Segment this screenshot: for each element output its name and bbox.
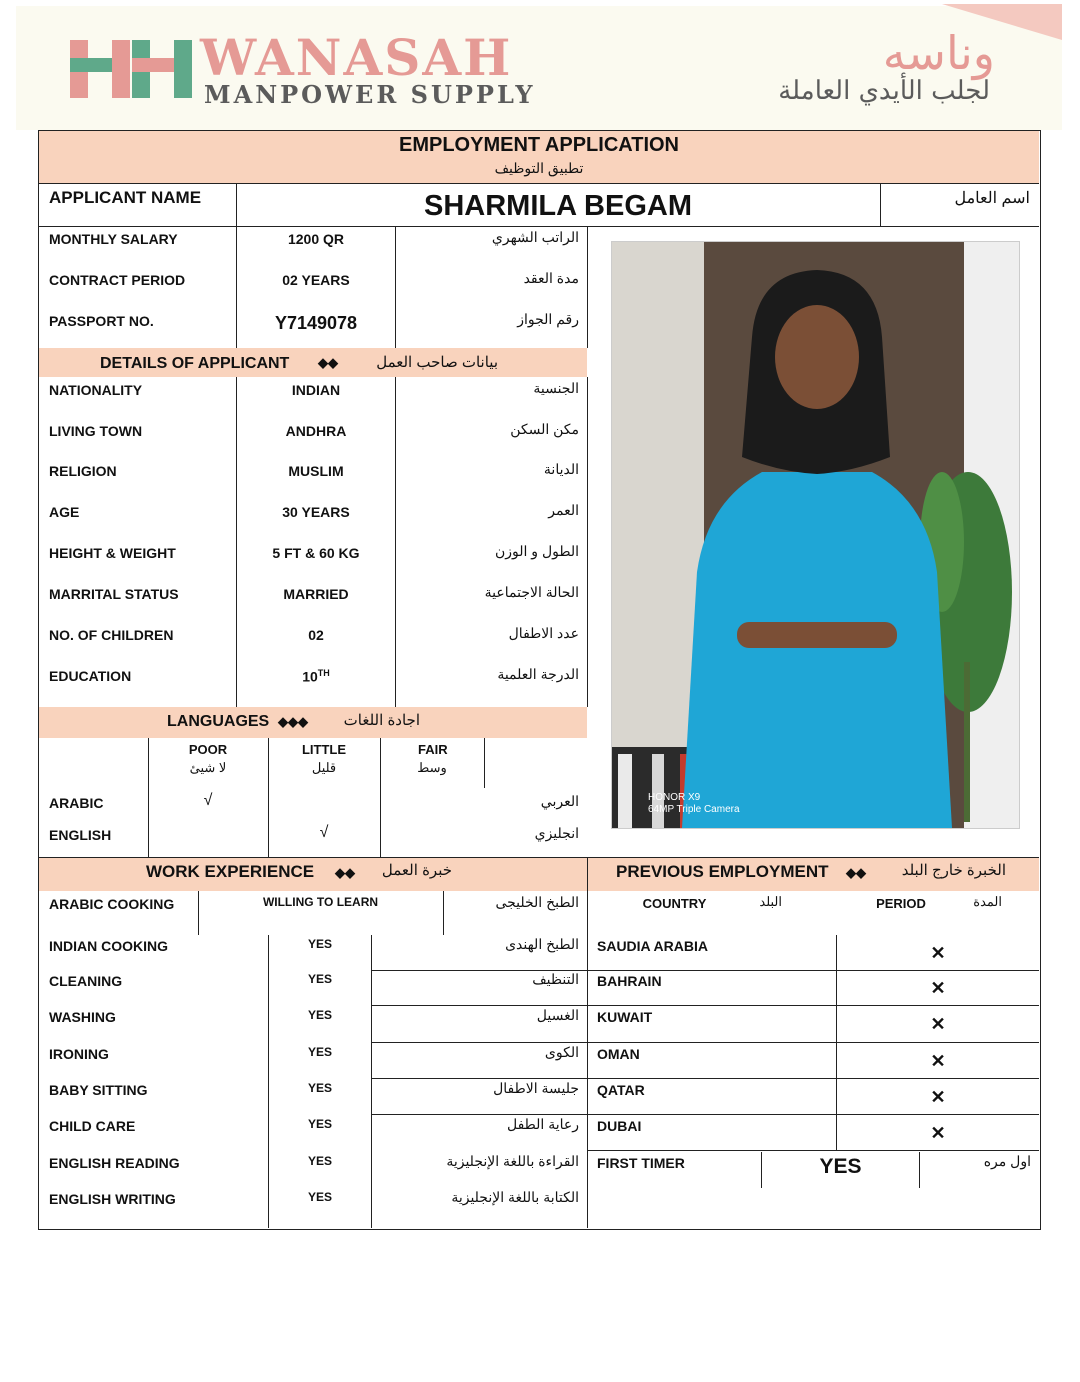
baby-sitting-value: YES xyxy=(307,1081,332,1095)
level-fair: FAIR xyxy=(418,742,448,757)
period-column-header: PERIOD xyxy=(876,896,926,911)
education-label-arabic: الدرجة العلمية xyxy=(497,666,579,682)
monthly-salary-label-arabic: الراتب الشهري xyxy=(491,229,579,245)
languages-header-arabic: اجادة اللغات xyxy=(343,712,420,729)
children-value: 02 xyxy=(308,627,324,643)
english-level-check-icon: √ xyxy=(319,824,329,841)
oman-cross-icon: ✕ xyxy=(930,1051,946,1071)
level-little-arabic: قليل xyxy=(311,760,337,775)
arabic-cooking-label: ARABIC COOKING xyxy=(49,896,175,912)
first-timer-label: FIRST TIMER xyxy=(597,1155,685,1171)
age-label-arabic: العمر xyxy=(548,502,579,518)
camera-watermark-model: 64MP Triple Camera xyxy=(648,804,740,815)
level-little: LITTLE xyxy=(301,742,347,757)
indian-cooking-label-arabic: الطبخ الهندى xyxy=(505,936,579,952)
english-writing-value: YES xyxy=(307,1190,332,1204)
religion-value: MUSLIM xyxy=(288,463,344,479)
english-reading-label: ENGLISH READING xyxy=(49,1155,180,1171)
english-writing-label-arabic: الكتابة باللغة الإنجليزية xyxy=(451,1189,579,1205)
period-column-header-arabic: المدة xyxy=(973,894,1002,909)
monthly-salary-value: 1200 QR xyxy=(287,231,345,247)
religion-label: RELIGION xyxy=(49,463,117,479)
applicant-name-label-arabic: اسم العامل xyxy=(954,190,1030,207)
indian-cooking-value: YES xyxy=(307,937,332,951)
diamond-icon: ◆◆◆ xyxy=(278,714,308,729)
languages-header: LANGUAGES xyxy=(167,713,270,730)
previous-employment-header-arabic: الخبرة خارج البلد xyxy=(901,862,1006,879)
washing-label: WASHING xyxy=(49,1009,116,1025)
nationality-label-arabic: الجنسية xyxy=(533,380,579,396)
living-town-label-arabic: مكن السكن xyxy=(510,421,579,437)
contract-period-label: CONTRACT PERIOD xyxy=(49,272,186,288)
passport-label: PASSPORT NO. xyxy=(49,313,154,329)
form-title-arabic: تطبيق التوظيف xyxy=(494,160,584,176)
baby-sitting-label-arabic: جليسة الاطفال xyxy=(493,1080,579,1096)
arabic-level-check-icon: √ xyxy=(203,792,213,809)
child-care-value: YES xyxy=(307,1117,332,1131)
cleaning-label: CLEANING xyxy=(49,973,123,989)
level-fair-arabic: وسط xyxy=(417,760,447,775)
diamond-icon: ◆◆ xyxy=(318,355,338,370)
washing-value: YES xyxy=(307,1008,332,1022)
religion-label-arabic: الديانة xyxy=(543,461,579,477)
details-header: DETAILS OF APPLICANT xyxy=(100,355,290,372)
ironing-label: IRONING xyxy=(49,1046,109,1062)
height-weight-label-arabic: الطول و الوزن xyxy=(494,543,579,559)
company-logo-icon xyxy=(70,36,192,100)
children-label-arabic: عدد الاطفال xyxy=(508,625,579,641)
country-column-header-arabic: البلد xyxy=(759,894,782,909)
living-town-label: LIVING TOWN xyxy=(49,423,143,439)
contract-period-value: 02 YEARS xyxy=(282,272,350,288)
contract-period-label-arabic: مدة العقد xyxy=(523,270,579,286)
brand-tagline: MANPOWER SUPPLY xyxy=(204,80,536,109)
applicant-photo xyxy=(611,241,1020,829)
brand-name-arabic: وناسه xyxy=(882,26,995,80)
country-qatar: QATAR xyxy=(597,1082,645,1098)
english-reading-label-arabic: القراءة باللغة الإنجليزية xyxy=(446,1153,579,1169)
form-title: EMPLOYMENT APPLICATION xyxy=(399,134,679,156)
first-timer-label-arabic: اول مره xyxy=(983,1153,1031,1169)
indian-cooking-label: INDIAN COOKING xyxy=(49,938,168,954)
first-timer-value: YES xyxy=(819,1155,862,1178)
passport-label-arabic: رقم الجواز xyxy=(517,311,579,327)
arabic-cooking-label-arabic: الطبخ الخليجى xyxy=(495,894,579,910)
marital-status-label: MARRITAL STATUS xyxy=(49,586,179,602)
details-header-arabic: بيانات صاحب العمل xyxy=(376,354,498,371)
children-label: NO. OF CHILDREN xyxy=(49,627,174,643)
work-experience-header-arabic: خبرة العمل xyxy=(381,862,452,879)
english-language-label: ENGLISH xyxy=(49,827,112,843)
country-dubai: DUBAI xyxy=(597,1118,642,1134)
level-poor: POOR xyxy=(188,742,228,757)
baby-sitting-label: BABY SITTING xyxy=(49,1082,148,1098)
education-value: 10TH xyxy=(302,668,330,685)
cleaning-value: YES xyxy=(307,972,332,986)
english-writing-label: ENGLISH WRITING xyxy=(49,1191,176,1207)
kuwait-cross-icon: ✕ xyxy=(930,1014,946,1034)
english-language-label-arabic: انجليزي xyxy=(534,825,579,841)
education-label: EDUCATION xyxy=(49,668,132,684)
nationality-value: INDIAN xyxy=(291,382,341,398)
living-town-value: ANDHRA xyxy=(285,423,347,439)
country-kuwait: KUWAIT xyxy=(597,1009,653,1025)
washing-label-arabic: الغسيل xyxy=(536,1007,579,1023)
work-experience-header: WORK EXPERIENCE xyxy=(146,862,315,881)
height-weight-label: HEIGHT & WEIGHT xyxy=(49,545,176,561)
diamond-icon: ◆◆ xyxy=(846,865,866,880)
monthly-salary-label: MONTHLY SALARY xyxy=(49,231,178,247)
nationality-label: NATIONALITY xyxy=(49,382,143,398)
saudi-arabia-cross-icon: ✕ xyxy=(930,943,946,963)
marital-status-label-arabic: الحالة الاجتماعية xyxy=(484,584,579,600)
height-weight-value: 5 FT & 60 KG xyxy=(272,545,360,561)
applicant-name: SHARMILA BEGAM xyxy=(424,190,692,222)
applicant-portrait xyxy=(612,242,1019,828)
dubai-cross-icon: ✕ xyxy=(930,1123,946,1143)
country-saudi-arabia: SAUDIA ARABIA xyxy=(597,938,708,954)
bahrain-cross-icon: ✕ xyxy=(930,978,946,998)
ironing-label-arabic: الكوى xyxy=(544,1044,579,1060)
country-oman: OMAN xyxy=(597,1046,640,1062)
country-bahrain: BAHRAIN xyxy=(597,973,662,989)
country-column-header: COUNTRY xyxy=(642,896,707,911)
diamond-icon: ◆◆ xyxy=(335,865,355,880)
ironing-value: YES xyxy=(307,1045,332,1059)
english-reading-value: YES xyxy=(307,1154,332,1168)
applicant-name-label: APPLICANT NAME xyxy=(49,188,202,207)
previous-employment-header: PREVIOUS EMPLOYMENT xyxy=(616,862,829,881)
qatar-cross-icon: ✕ xyxy=(930,1087,946,1107)
age-label: AGE xyxy=(49,504,80,520)
cleaning-label-arabic: التنظيف xyxy=(532,971,579,987)
arabic-language-label-arabic: العربي xyxy=(540,793,579,809)
brand-name: WANASAH xyxy=(200,28,513,87)
camera-watermark: HONOR X9 xyxy=(648,792,701,803)
age-value: 30 YEARS xyxy=(282,504,350,520)
brand-tagline-arabic: لجلب الأيدي العاملة xyxy=(778,76,990,106)
passport-number: Y7149078 xyxy=(274,313,358,333)
level-poor-arabic: لا شيئ xyxy=(189,760,227,775)
child-care-label-arabic: رعاية الطفل xyxy=(507,1116,579,1132)
child-care-label: CHILD CARE xyxy=(49,1118,136,1134)
marital-status-value: MARRIED xyxy=(283,586,349,602)
arabic-cooking-value: WILLING TO LEARN xyxy=(262,895,379,909)
arabic-language-label: ARABIC xyxy=(49,795,104,811)
